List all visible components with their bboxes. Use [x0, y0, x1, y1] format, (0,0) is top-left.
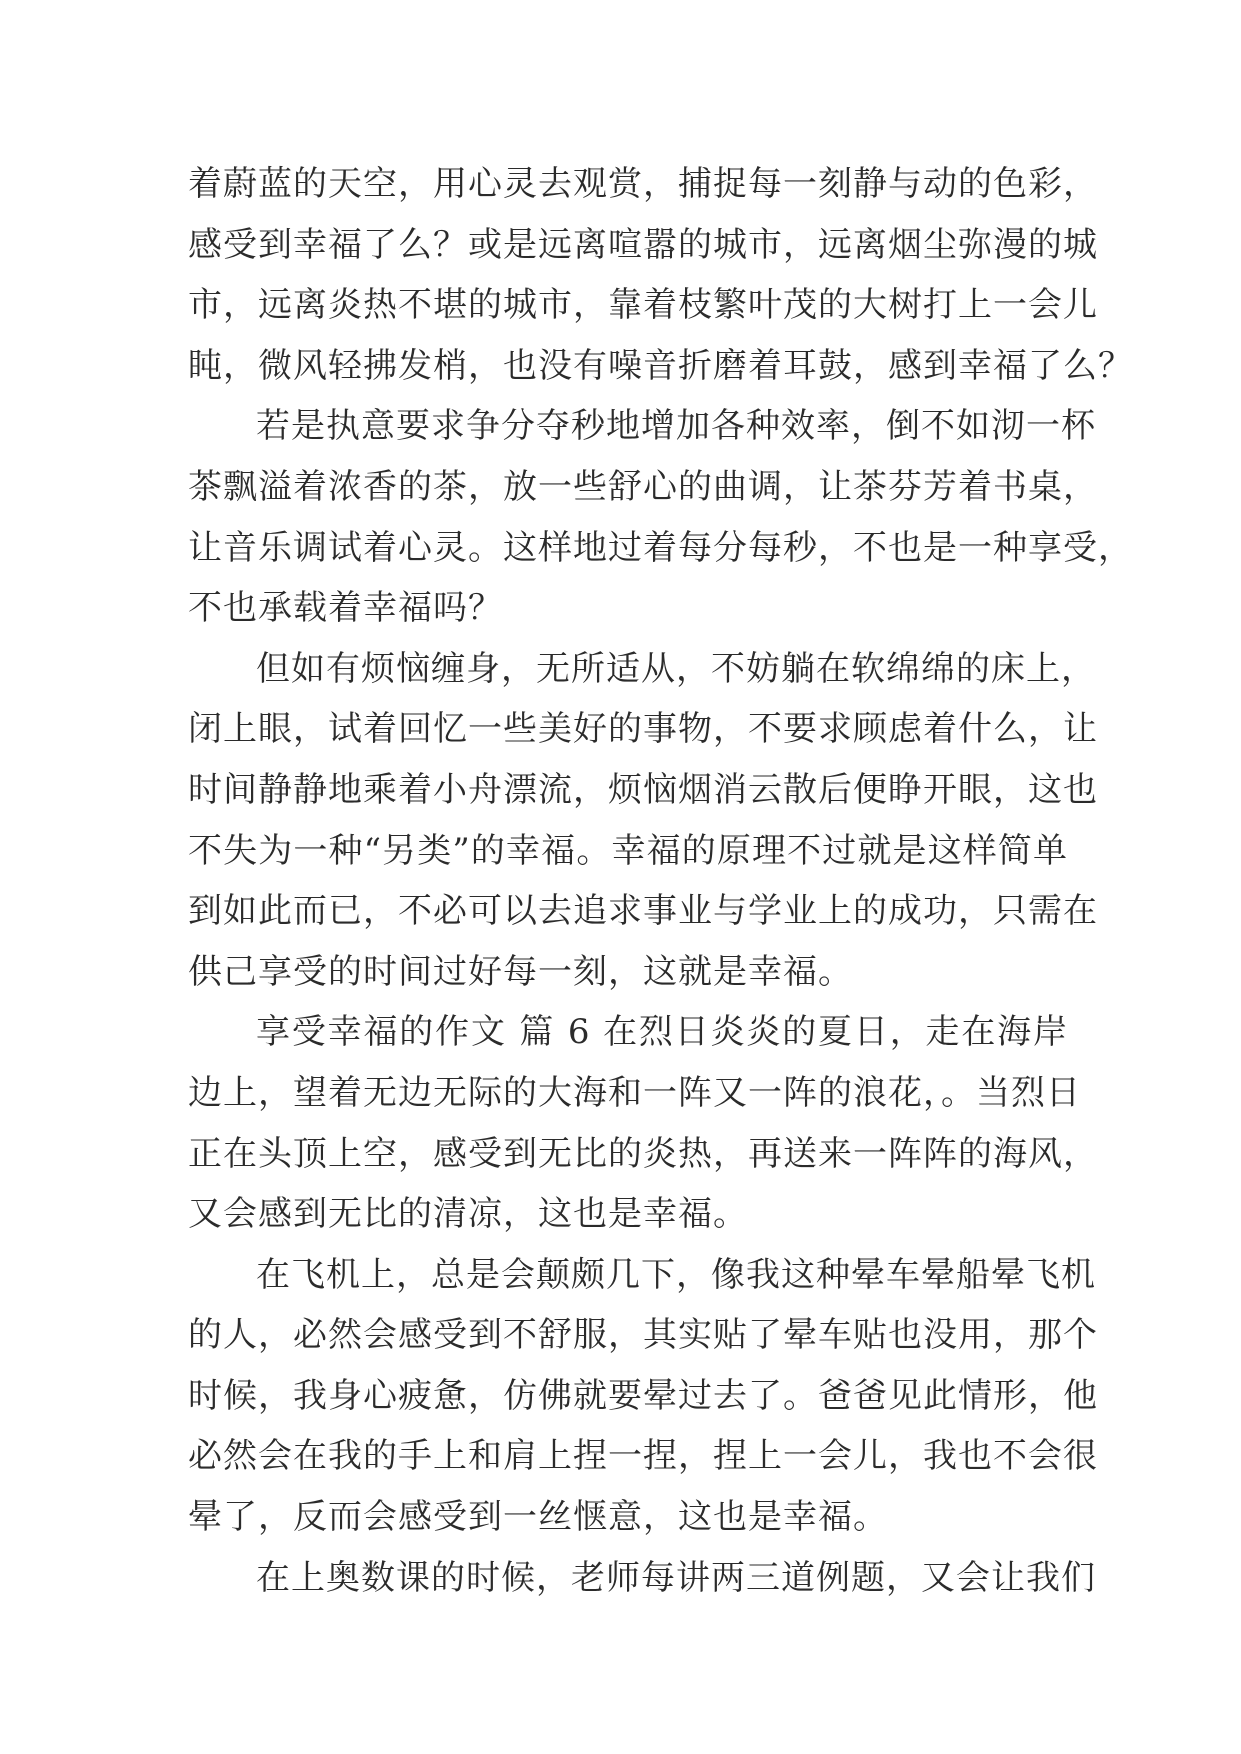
text-line: 在上奥数课的时候，老师每讲两三道例题，又会让我们	[256, 1557, 1096, 1598]
text-line: 供己享受的时间过好每一刻，这就是幸福。	[188, 951, 853, 992]
text-line: 不失为一种“另类”的幸福。幸福的原理不过就是这样简单	[188, 830, 1068, 871]
text-line: 正在头顶上空，感受到无比的炎热，再送来一阵阵的海风，	[188, 1133, 1098, 1174]
text-line: 享受幸福的作文 篇 6 在烈日炎炎的夏日，走在海岸	[256, 1012, 1068, 1053]
text-line: 必然会在我的手上和肩上捏一捏，捏上一会儿，我也不会很	[188, 1436, 1098, 1477]
body-text	[188, 154, 1133, 1608]
text-line: 又会感到无比的清凉，这也是幸福。	[188, 1194, 748, 1235]
text-line: 但如有烦恼缠身，无所适从，不妨躺在软绵绵的床上，	[256, 648, 1096, 689]
text-line: 边上，望着无边无际的大海和一阵又一阵的浪花，。当烈日	[188, 1072, 1081, 1113]
text-line: 不也承载着幸福吗？	[188, 588, 503, 629]
text-line: 时候，我身心疲惫，仿佛就要晕过去了。爸爸见此情形，他	[188, 1375, 1098, 1416]
text-line: 茶飘溢着浓香的茶，放一些舒心的曲调，让茶芬芳着书桌，	[188, 466, 1098, 507]
text-line: 时间静静地乘着小舟漂流，烦恼烟消云散后便睁开眼，这也	[188, 769, 1098, 810]
text-line: 盹，微风轻拂发梢，也没有噪音折磨着耳鼓，感到幸福了么？	[188, 345, 1133, 386]
text-line: 在飞机上，总是会颠颇几下，像我这种晕车晕船晕飞机	[256, 1254, 1096, 1295]
text-line: 若是执意要求争分夺秒地增加各种效率，倒不如沏一杯	[256, 406, 1096, 447]
text-line: 的人，必然会感受到不舒服，其实贴了晕车贴也没用，那个	[188, 1315, 1098, 1356]
text-line: 感受到幸福了么？或是远离喧嚣的城市，远离烟尘弥漫的城	[188, 224, 1098, 265]
text-line: 闭上眼，试着回忆一些美好的事物，不要求顾虑着什么，让	[188, 709, 1098, 750]
text-line: 晕了，反而会感受到一丝惬意，这也是幸福。	[188, 1497, 888, 1538]
text-line: 让音乐调试着心灵。这样地过着每分每秒，不也是一种享受，	[188, 527, 1133, 568]
text-line: 到如此而已，不必可以去追求事业与学业上的成功，只需在	[188, 891, 1098, 932]
text-line: 着蔚蓝的天空，用心灵去观赏，捕捉每一刻静与动的色彩，	[188, 164, 1098, 204]
text-line: 市，远离炎热不堪的城市，靠着枝繁叶茂的大树打上一会儿	[188, 285, 1098, 326]
